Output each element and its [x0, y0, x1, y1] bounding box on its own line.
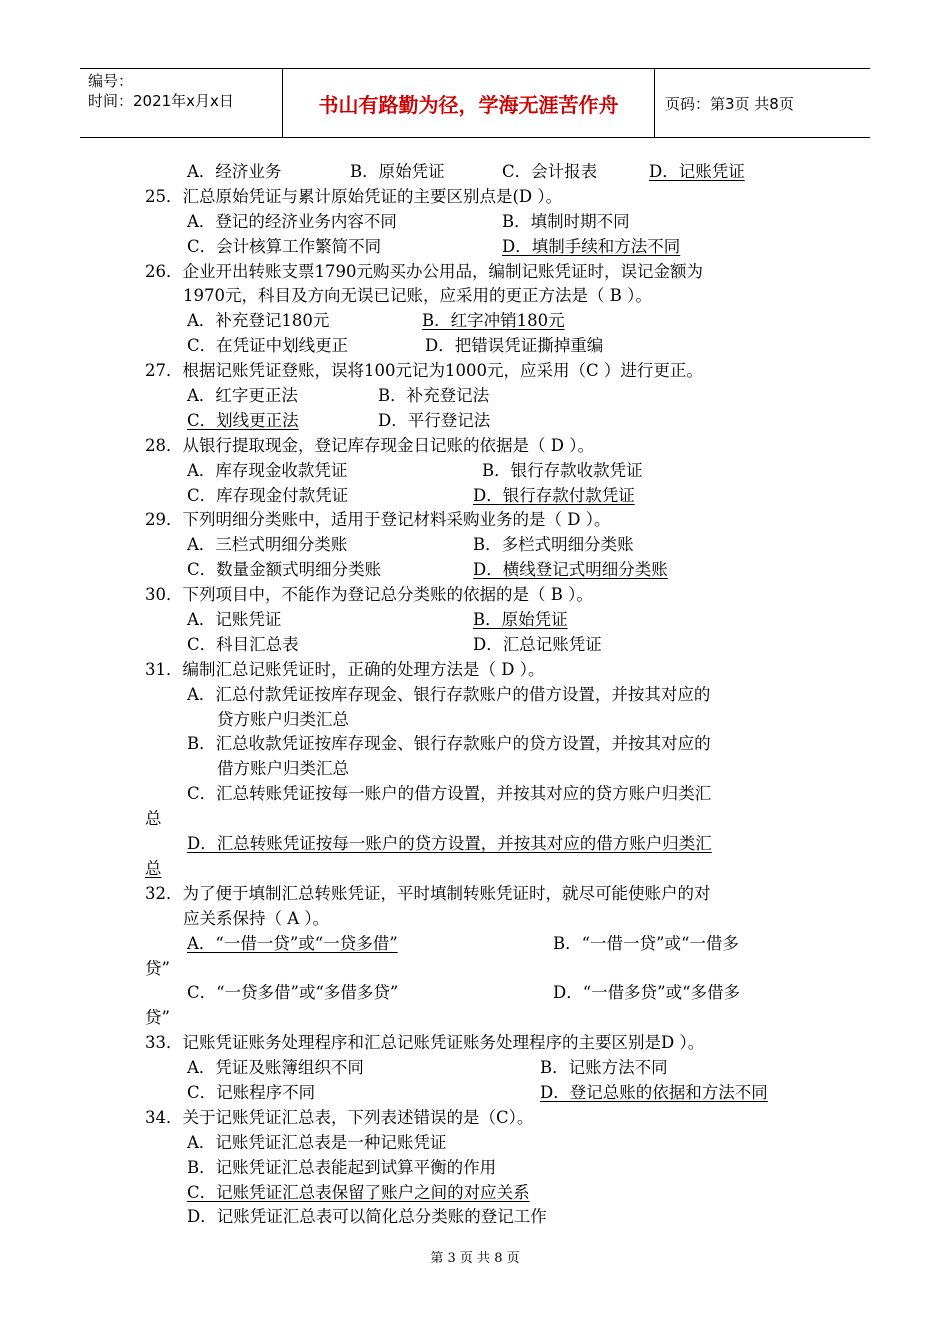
option-d-answer: D．横线登记式明细分类账	[473, 560, 668, 580]
option-c: C．会计报表	[502, 162, 598, 181]
question-28: 28．从银行提取现金，登记库存现金日记账的依据是（ D ）。	[145, 435, 594, 455]
option-d-answer	[145, 832, 810, 857]
option-d: D．“一借多贷”或“多借多	[553, 983, 741, 1003]
page-header	[80, 68, 870, 138]
option-d-answer-text: D．汇总转账凭证按每一账户的贷方设置，并按其对应的借方账户归类汇	[187, 834, 712, 854]
option-d: D．把错误凭证撕掉重编	[425, 336, 604, 356]
option-d: D．汇总记账凭证	[473, 634, 602, 654]
option-d-answer: D．填制手续和方法不同	[502, 236, 681, 256]
time-label: 时间：2021年x月x日	[88, 92, 234, 110]
option-row	[145, 160, 810, 185]
question-29: 29．下列明细分类账中，适用于登记材料采购业务的是（ D ）。	[145, 510, 611, 530]
option-row	[145, 309, 810, 334]
option-b-cont: 贷”	[145, 958, 170, 978]
option-row	[145, 459, 810, 484]
option-row	[145, 558, 810, 583]
option-d: D．平行登记法	[378, 410, 491, 430]
option-a: A．三栏式明细分类账	[187, 535, 348, 555]
header-left-cell	[80, 69, 283, 137]
option-a: A．凭证及账簿组织不同	[187, 1058, 364, 1078]
question-32: 32．为了便于填制汇总转账凭证，平时填制转账凭证时，就尽可能使账户的对	[145, 883, 711, 903]
question-30: 30．下列项目中，不能作为登记总分类账的依据的是（ B ）。	[145, 585, 593, 605]
option-c: C．“一贷多借”或“多借多贷”	[187, 983, 399, 1003]
option-row	[145, 409, 810, 434]
page-label: 页码：第3页 共8页	[665, 94, 794, 113]
option-row	[145, 932, 810, 957]
option-a: A．补充登记180元	[187, 311, 330, 331]
option-a: A．记账凭证汇总表是一种记账凭证	[187, 1132, 447, 1152]
option-a-cont: 贷方账户归类汇总	[217, 709, 349, 729]
option-d: D．记账凭证汇总表可以简化总分类账的登记工作	[187, 1207, 547, 1227]
question-25: 25．汇总原始凭证与累计原始凭证的主要区别点是(D ）。	[145, 186, 563, 206]
option-b: B．记账方法不同	[540, 1058, 668, 1078]
option-row	[145, 608, 810, 633]
option-b: B．“一借一贷”或“一借多	[553, 933, 739, 953]
option-d-answer-cont	[145, 857, 810, 882]
option-row	[145, 334, 810, 359]
option-b: B．多栏式明细分类账	[473, 535, 634, 555]
option-a: A．记账凭证	[187, 610, 282, 630]
option-b: B．银行存款收款凭证	[482, 460, 643, 480]
option-c: C．库存现金付款凭证	[187, 485, 349, 505]
option-c: C．汇总转账凭证按每一账户的借方设置，并按其对应的贷方账户归类汇	[187, 784, 712, 804]
option-b: B．汇总收款凭证按库存现金、银行存款账户的贷方设置，并按其对应的	[187, 734, 711, 754]
page-footer: 第 3 页 共 8 页	[430, 1251, 520, 1266]
option-d-answer: D．记账凭证	[649, 162, 745, 181]
option-d-cont: 贷”	[145, 1008, 170, 1028]
number-label: 编号：	[88, 72, 134, 90]
option-b-answer: B．原始凭证	[473, 610, 568, 630]
question-34: 34．关于记账凭证汇总表，下列表述错误的是（C）。	[145, 1107, 534, 1127]
option-c-answer: C．划线更正法	[187, 410, 299, 430]
option-a-answer: A．“一借一贷”或“一贷多借”	[187, 933, 398, 953]
option-row	[145, 384, 810, 409]
question-26: 26．企业开出转账支票1790元购买办公用品，编制记账凭证时，误记金额为	[145, 261, 703, 281]
option-a: A．库存现金收款凭证	[187, 460, 348, 480]
option-b: B．填制时期不同	[502, 211, 630, 231]
question-31: 31．编制汇总记账凭证时，正确的处理方法是（ D ）。	[145, 659, 545, 679]
option-row	[145, 1056, 810, 1081]
question-27: 27．根据记账凭证登账，误将100元记为1000元，应采用（C ）进行更正。	[145, 361, 703, 381]
option-a: A．汇总付款凭证按库存现金、银行存款账户的借方设置，并按其对应的	[187, 684, 711, 704]
option-row	[145, 633, 810, 658]
option-d-answer: D．登记总账的依据和方法不同	[540, 1082, 768, 1102]
option-row	[145, 533, 810, 558]
option-c: C．在凭证中划线更正	[187, 336, 349, 356]
option-c: C．科目汇总表	[187, 634, 299, 654]
option-d-answer: D．银行存款付款凭证	[473, 485, 635, 505]
option-c-cont: 总	[145, 809, 162, 829]
option-c: C．数量金额式明细分类账	[187, 560, 382, 580]
option-b: B．记账凭证汇总表能起到试算平衡的作用	[187, 1157, 497, 1177]
option-b: B．原始凭证	[350, 162, 445, 181]
option-row	[145, 210, 810, 235]
option-row	[145, 235, 810, 260]
option-c: C．记账程序不同	[187, 1082, 316, 1102]
option-c-answer	[145, 1181, 810, 1206]
motto: 书山有路勤为径，学海无涯苦作舟	[283, 69, 655, 137]
question-26-cont: 1970元，科目及方向无误已记账，应采用的更正方法是（ B ）。	[183, 286, 652, 306]
question-32-cont: 应关系保持（ A ）。	[183, 908, 330, 928]
option-a: A．经济业务	[187, 162, 282, 181]
option-a: A．红字更正法	[187, 386, 298, 406]
option-d-answer-cont-text: 总	[145, 858, 162, 878]
option-a: A．登记的经济业务内容不同	[187, 211, 397, 231]
option-row	[145, 484, 810, 509]
document-body	[145, 160, 810, 1230]
option-b: B．补充登记法	[378, 386, 490, 406]
question-33: 33．记账凭证账务处理程序和汇总记账凭证账务处理程序的主要区别是D ）。	[145, 1033, 705, 1053]
option-row	[145, 981, 810, 1006]
option-b-answer: B．红字冲销180元	[422, 311, 565, 331]
option-b-cont: 借方账户归类汇总	[217, 759, 349, 779]
option-row	[145, 1081, 810, 1106]
option-c: C．会计核算工作繁简不同	[187, 236, 382, 256]
option-c-answer-text: C．记账凭证汇总表保留了账户之间的对应关系	[187, 1182, 530, 1202]
